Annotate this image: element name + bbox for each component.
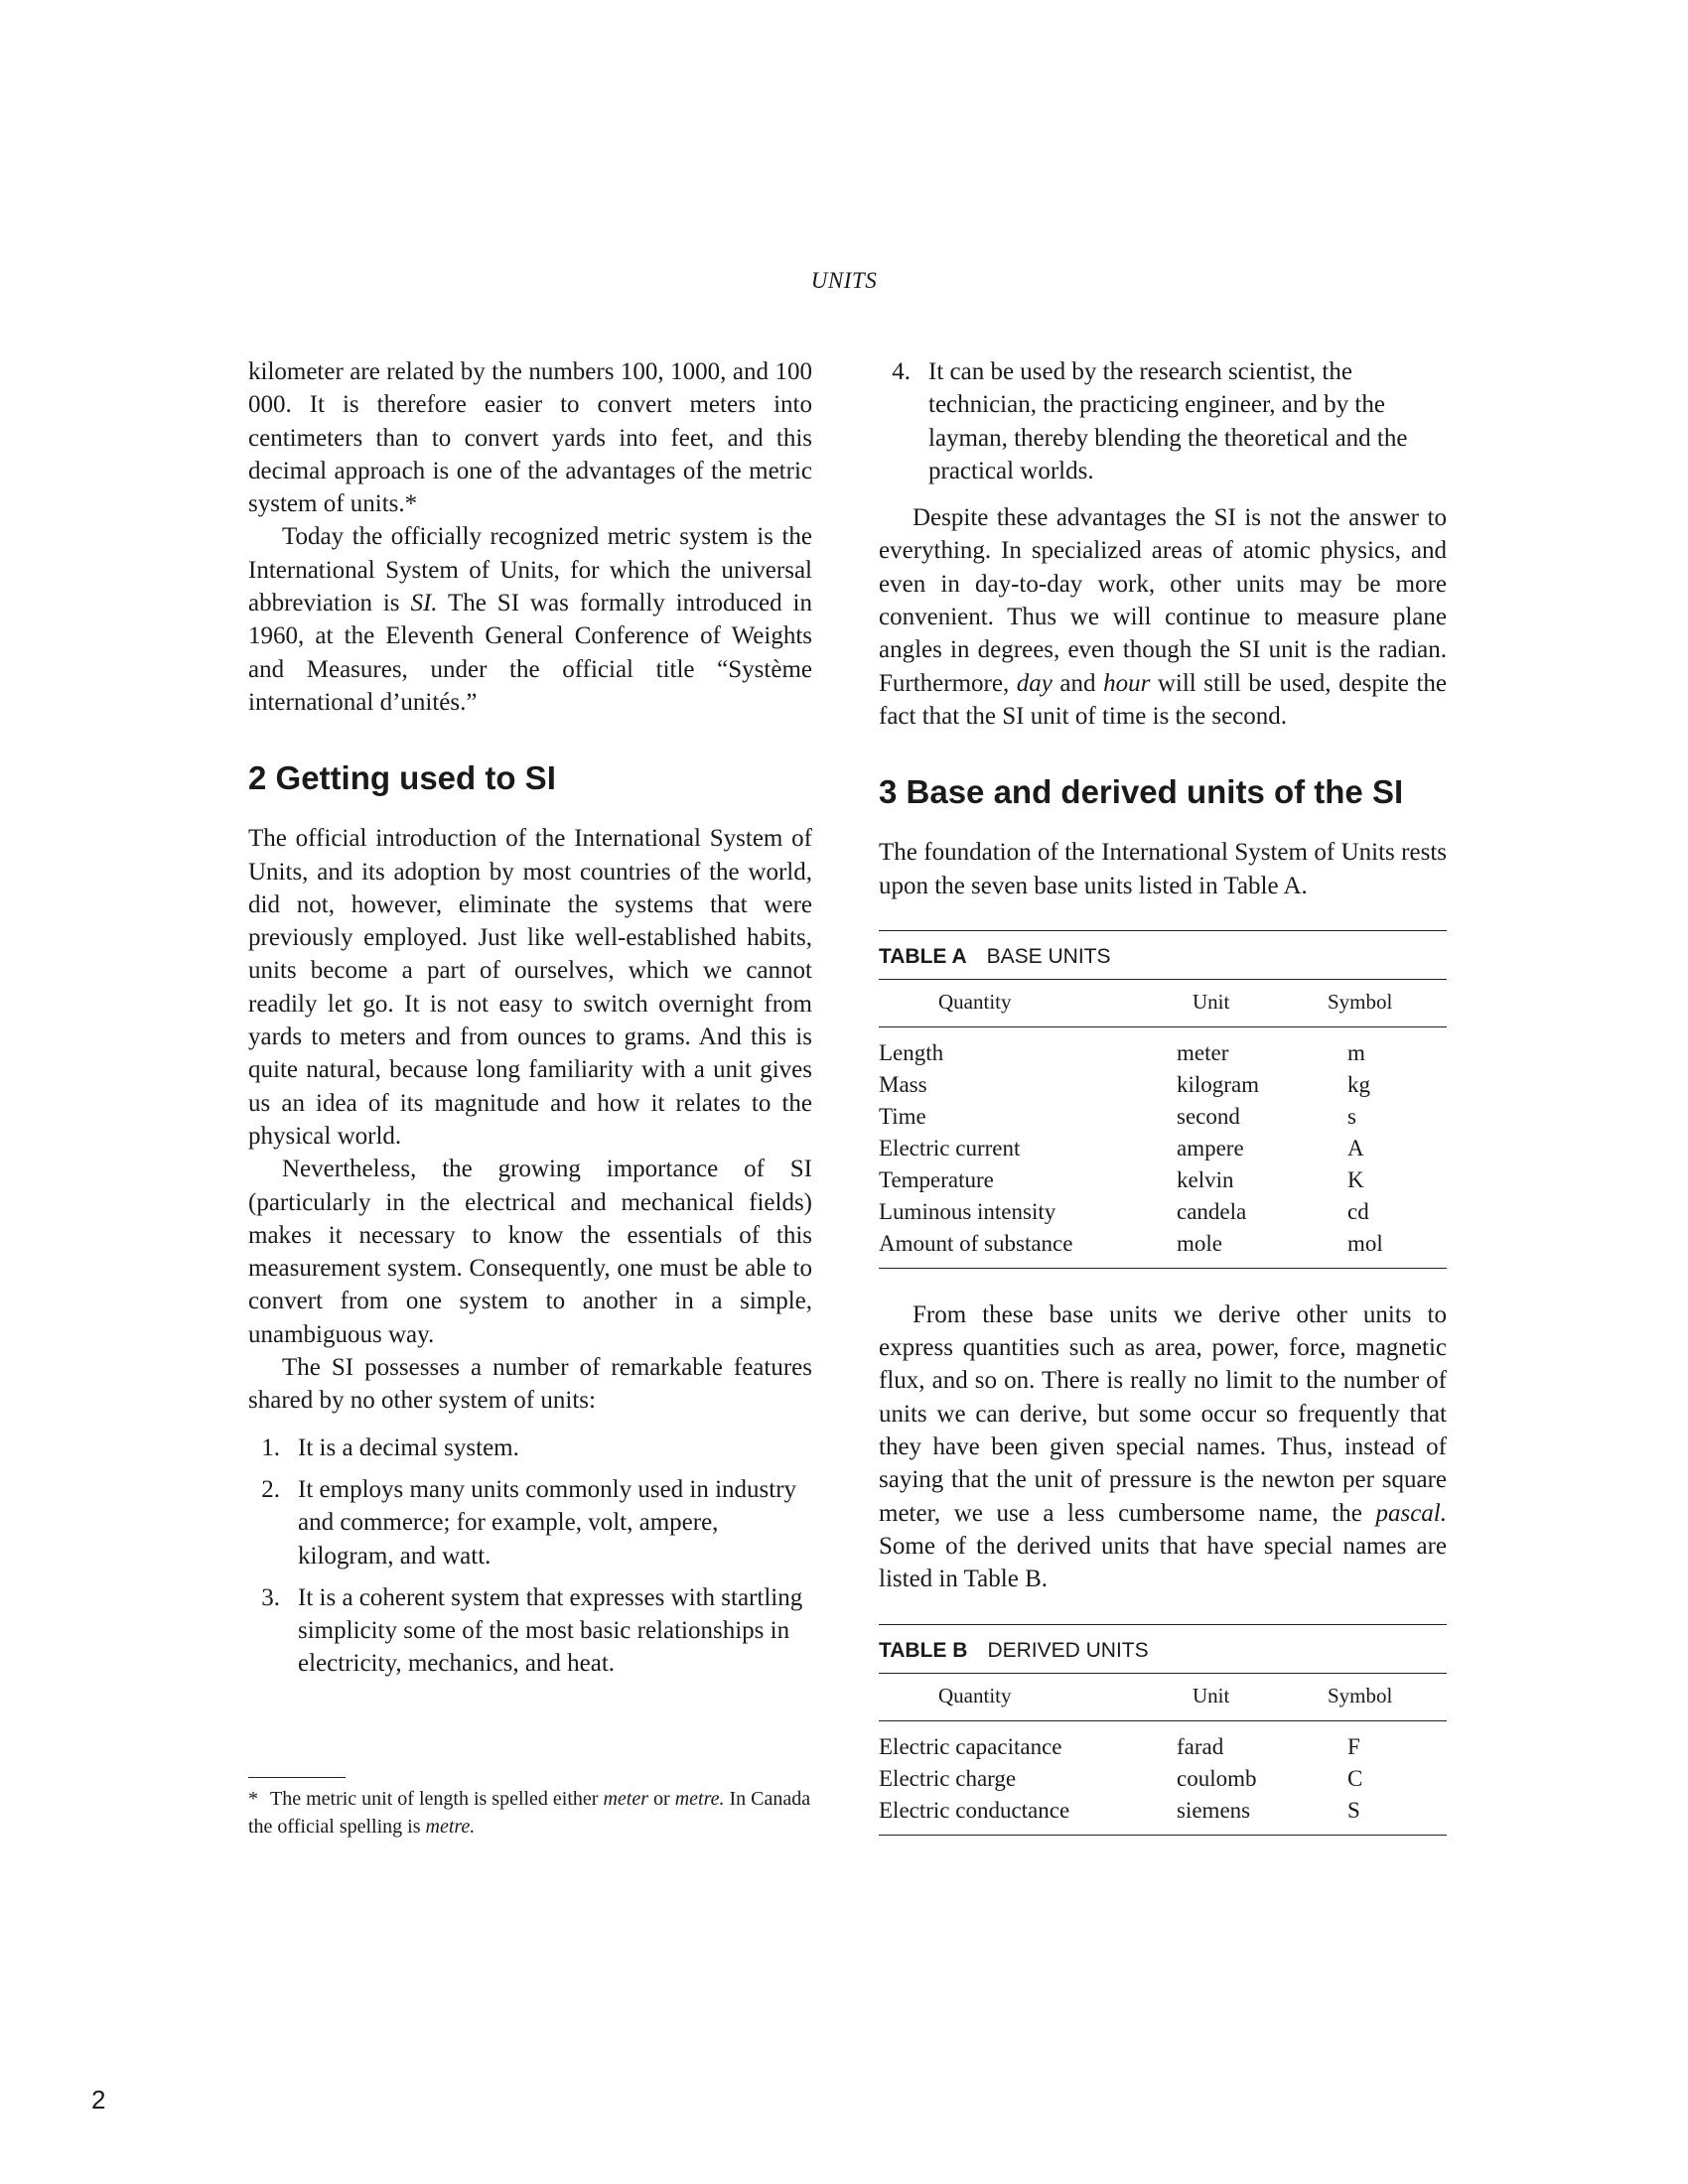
paragraph: kilometer are related by the numbers 100, 1000, and 100 000. It is therefore easier to convert meters into centimeters than to convert yards into feet, and this decimal approach is one of the advantages of the metric system of units.*: [248, 358, 812, 518]
table-row: Electric charge coulomb C: [879, 1765, 1363, 1791]
paragraph: The foundation of the International System of Units rests upon the seven base units listed in Table A.: [879, 839, 1447, 899]
features-list: [248, 1432, 812, 1681]
table-caption: TABLE B DERIVED UNITS: [879, 1625, 1447, 1674]
column-header: Symbol: [1328, 1683, 1393, 1707]
page-number: 2: [91, 2085, 106, 2115]
table-row: Luminous intensity candela cd: [879, 1198, 1369, 1224]
paragraph: From these base units we derive other units to express quantities such as area, power, force, magnetic flux, and so on. There is really no limit to the number of units we can derive, but some occur so frequently that they have been given special names. Thus, instead of saying that the unit of pressure is the newton per square meter, we use a less cumbersome name, the pascal. Some of the derived units that have special names are listed in Table B.: [879, 1300, 1447, 1593]
section-heading-getting-used-to-si: 2 Getting used to SI: [248, 759, 556, 797]
table-row: Length meter m: [879, 1039, 1365, 1065]
paragraph: Nevertheless, the growing importance of SI (particularly in the electrical and mechanical fields) makes it necessary to know the essentials of this measurement system. Consequently, one must be able to convert from one system to another in a simple, unambiguous way.: [248, 1156, 812, 1348]
table-a: [879, 930, 1447, 1269]
list-item: 3. It is a coherent system that expresses with startling simplicity some of the most basic relationships in electricity, mechanics, and heat.: [261, 1583, 803, 1678]
column-header: Unit: [1193, 1683, 1230, 1707]
footnote: * The metric unit of length is spelled either meter or metre. In Canada the official spelling is metre.: [248, 1788, 811, 1838]
paragraph: The official introduction of the International System of Units, and its adoption by most countries of the world, did not, however, eliminate the systems that were previously employed. Just like well-established habits, units become a part of ourselves, which we cannot readily let go. It is not easy to switch overnight from yards to meters and from ounces to grams. And this is quite natural, because long familiarity with a unit gives us an idea of its magnitude and how it relates to the physical world.: [248, 825, 812, 1150]
table-row: Time second s: [879, 1103, 1356, 1129]
features-list-continued: [879, 355, 1447, 487]
column-header: Symbol: [1328, 989, 1393, 1014]
right-column: [879, 355, 1447, 1836]
table-b: [879, 1624, 1447, 1836]
table-row: Amount of substance mole mol: [879, 1230, 1383, 1256]
column-header: Quantity: [938, 1683, 1012, 1707]
list-item: 4. It can be used by the research scientist, the technician, the practicing engineer, and by the layman, thereby blending the theoretical and the practical worlds.: [892, 358, 1408, 484]
table-row: Mass kilogram kg: [879, 1071, 1370, 1097]
table-row: Electric capacitance farad F: [879, 1733, 1360, 1759]
table-row: Electric current ampere A: [879, 1135, 1364, 1160]
table-row: Temperature kelvin K: [879, 1166, 1364, 1192]
left-column: [248, 355, 812, 1690]
column-header: Quantity: [938, 989, 1012, 1014]
table-row: Electric conductance siemens S: [879, 1797, 1360, 1823]
paragraph: The SI possesses a number of remarkable features shared by no other system of units:: [248, 1354, 812, 1415]
running-head: UNITS: [810, 268, 878, 293]
table-caption: TABLE A BASE UNITS: [879, 931, 1447, 980]
list-item: 2. It employs many units commonly used in industry and commerce; for example, volt, ampere, kilogram, and watt.: [261, 1475, 797, 1570]
list-item: 1. It is a decimal system.: [261, 1433, 519, 1461]
table-header: [879, 1674, 1447, 1721]
section-heading-base-and-derived-units: 3 Base and derived units of the SI: [879, 773, 1404, 811]
footnote-divider: [248, 1777, 346, 1778]
paragraph: Despite these advantages the SI is not the answer to everything. In specialized areas of atomic physics, and even in day-to-day work, other units may be more convenient. Thus we will continue to measure plane angles in degrees, even though the SI unit is the radian. Furthermore, day and hour will still be used, despite the fact that the SI unit of time is the second.: [879, 504, 1447, 730]
column-header: Unit: [1193, 989, 1230, 1014]
paragraph: Today the officially recognized metric system is the International System of Units, for which the universal abbreviation is SI. The SI was formally introduced in 1960, at the Eleventh General Conference of Weights and Measures, under the official title “Système international d’unités.”: [248, 523, 812, 716]
table-header: [879, 980, 1447, 1027]
